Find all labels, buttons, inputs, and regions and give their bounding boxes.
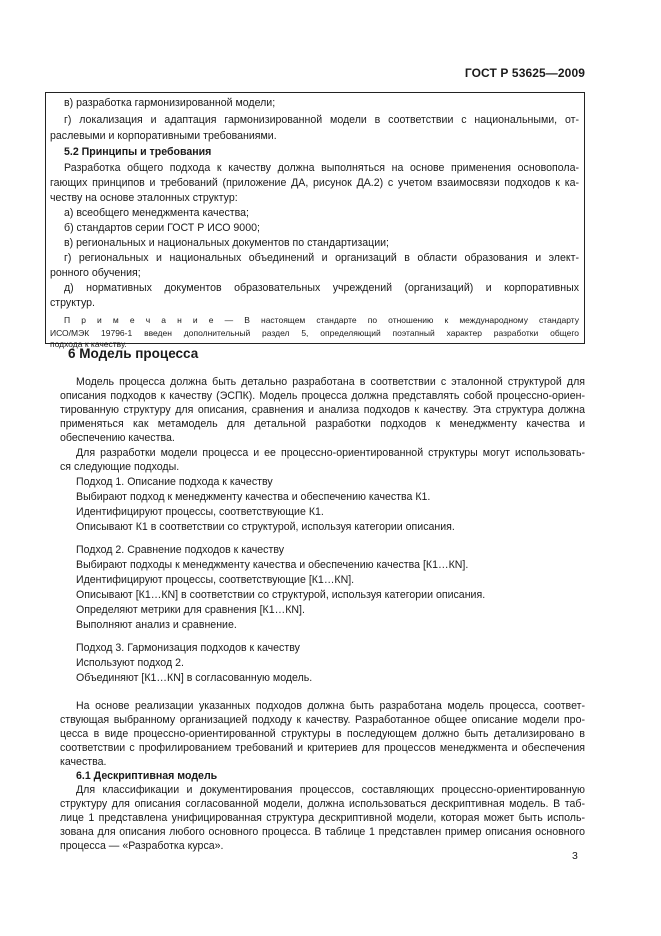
text-line: цесса в виде процессно-ориентированной структуры в последующем должно быть детализировано в bbox=[60, 728, 585, 740]
text-line: применяться как метамодель для детальной разработки подходов к менеджменту качества и bbox=[60, 418, 585, 430]
text-line: тированную структуру для описания, сравнения и анализа подходов к качеству. Эта структура должна bbox=[60, 404, 585, 416]
approach-title: Подход 3. Гармонизация подходов к качеству bbox=[76, 642, 300, 654]
text-line: Модель процесса должна быть детально разработана в соответствии с эталонной структурой для bbox=[76, 376, 585, 388]
text-line: структур. bbox=[50, 297, 95, 309]
text-line: Для разработки модели процесса и ее процессно-ориентированной структуры могут использовать- bbox=[76, 447, 585, 459]
text-line: описания подходов к качеству (ЭСПК). Модель процесса должна представлять собой процессно-ориен- bbox=[60, 390, 585, 402]
text-line: качества. bbox=[60, 756, 107, 768]
text-line: зована для описания любого основного процесса. В таблице 1 представлен пример описания основного bbox=[60, 826, 585, 838]
text-line: Для классификации и документирования процессов, составляющих процессно-ориентированную bbox=[76, 784, 585, 796]
text-line: Используют подход 2. bbox=[76, 657, 184, 669]
text-line: честву на основе эталонных структур: bbox=[50, 192, 238, 204]
text-line: обеспечению качества. bbox=[60, 432, 175, 444]
page-number: 3 bbox=[572, 850, 578, 862]
text-line: Разработка общего подхода к качеству должна выполняться на основе применения основопола- bbox=[64, 162, 579, 174]
list-item: а) всеобщего менеджмента качества; bbox=[64, 207, 249, 219]
list-item: д) нормативных документов образовательных учреждений (организаций) и корпоративных bbox=[64, 282, 579, 294]
text-line: Описывают [К1…КN] в соответствии со структурой, используя категории описания. bbox=[76, 589, 486, 601]
note-line: ИСО/МЭК 19796-1 введен дополнительный раздел 5, определяющий поэтапный характер разработки общего bbox=[50, 328, 579, 338]
subsection-heading: 6.1 Дескриптивная модель bbox=[76, 770, 218, 782]
text-line: структуру для описания согласованной модели, должна использоваться дескриптивная модель. В таб- bbox=[60, 798, 585, 810]
list-item: г) региональных и национальных объединений и организаций в области образования и элект- bbox=[64, 252, 579, 264]
section-heading: 6 Модель процесса bbox=[68, 346, 199, 361]
text-line: ся следующие подходы. bbox=[60, 461, 180, 473]
text-line: Идентифицируют процессы, соответствующие [К1…КN]. bbox=[76, 574, 355, 586]
text-line: гающих принципов и требований (приложение ДА, рисунок ДА.2) с учетом взаимосвязи подходов к ка- bbox=[50, 177, 579, 189]
text-line: На основе реализации указанных подходов должна быть разработана модель процесса, соответ- bbox=[76, 700, 585, 712]
list-item: г) локализация и адаптация гармонизированной модели в соответствии с национальными, от- bbox=[64, 114, 579, 126]
note-line: подхода к качеству. bbox=[50, 339, 127, 349]
note-line: П р и м е ч а н и е — В настоящем стандарте по отношению к международному стандарту bbox=[64, 315, 579, 325]
text-line: лице 1 представлена унифицированная структура дескриптивной модели, которая может быть исполь- bbox=[60, 812, 585, 824]
text-line: Выбирают подход к менеджменту качества и обеспечению качества К1. bbox=[76, 491, 431, 503]
approach-title: Подход 2. Сравнение подходов к качеству bbox=[76, 544, 285, 556]
text-line: Определяют метрики для сравнения [К1…КN]. bbox=[76, 604, 305, 616]
text-line: Описывают К1 в соответствии со структурой, используя категории описания. bbox=[76, 521, 455, 533]
text-line: ронного обучения; bbox=[50, 267, 141, 279]
list-item: в) региональных и национальных документов по стандартизации; bbox=[64, 237, 389, 249]
list-item: б) стандартов серии ГОСТ Р ИСО 9000; bbox=[64, 222, 260, 234]
text-line: Объединяют [К1…КN] в согласованную модель. bbox=[76, 672, 313, 684]
framed-clause-box bbox=[45, 92, 585, 349]
text-line: соответствии с профилированием требований и критериев для процессов менеджмента и обеспечения bbox=[60, 742, 585, 754]
document-code: ГОСТ Р 53625—2009 bbox=[464, 66, 585, 80]
text-line: раслевыми и корпоративными требованиями. bbox=[50, 130, 277, 142]
subsection-heading: 5.2 Принципы и требования bbox=[64, 146, 212, 158]
text-line: Выбирают подходы к менеджменту качества и обеспечению качества [К1…КN]. bbox=[76, 559, 469, 571]
list-item: в) разработка гармонизированной модели; bbox=[64, 97, 276, 109]
approach-title: Подход 1. Описание подхода к качеству bbox=[76, 476, 273, 488]
text-line: ствующая выбранному организацией подходу к качеству. Разработанное общее описание модели про- bbox=[60, 714, 585, 726]
text-line: процесса — «Разработка курса». bbox=[60, 840, 224, 852]
text-line: Выполняют анализ и сравнение. bbox=[76, 619, 237, 631]
text-line: Идентифицируют процессы, соответствующие К1. bbox=[76, 506, 324, 518]
